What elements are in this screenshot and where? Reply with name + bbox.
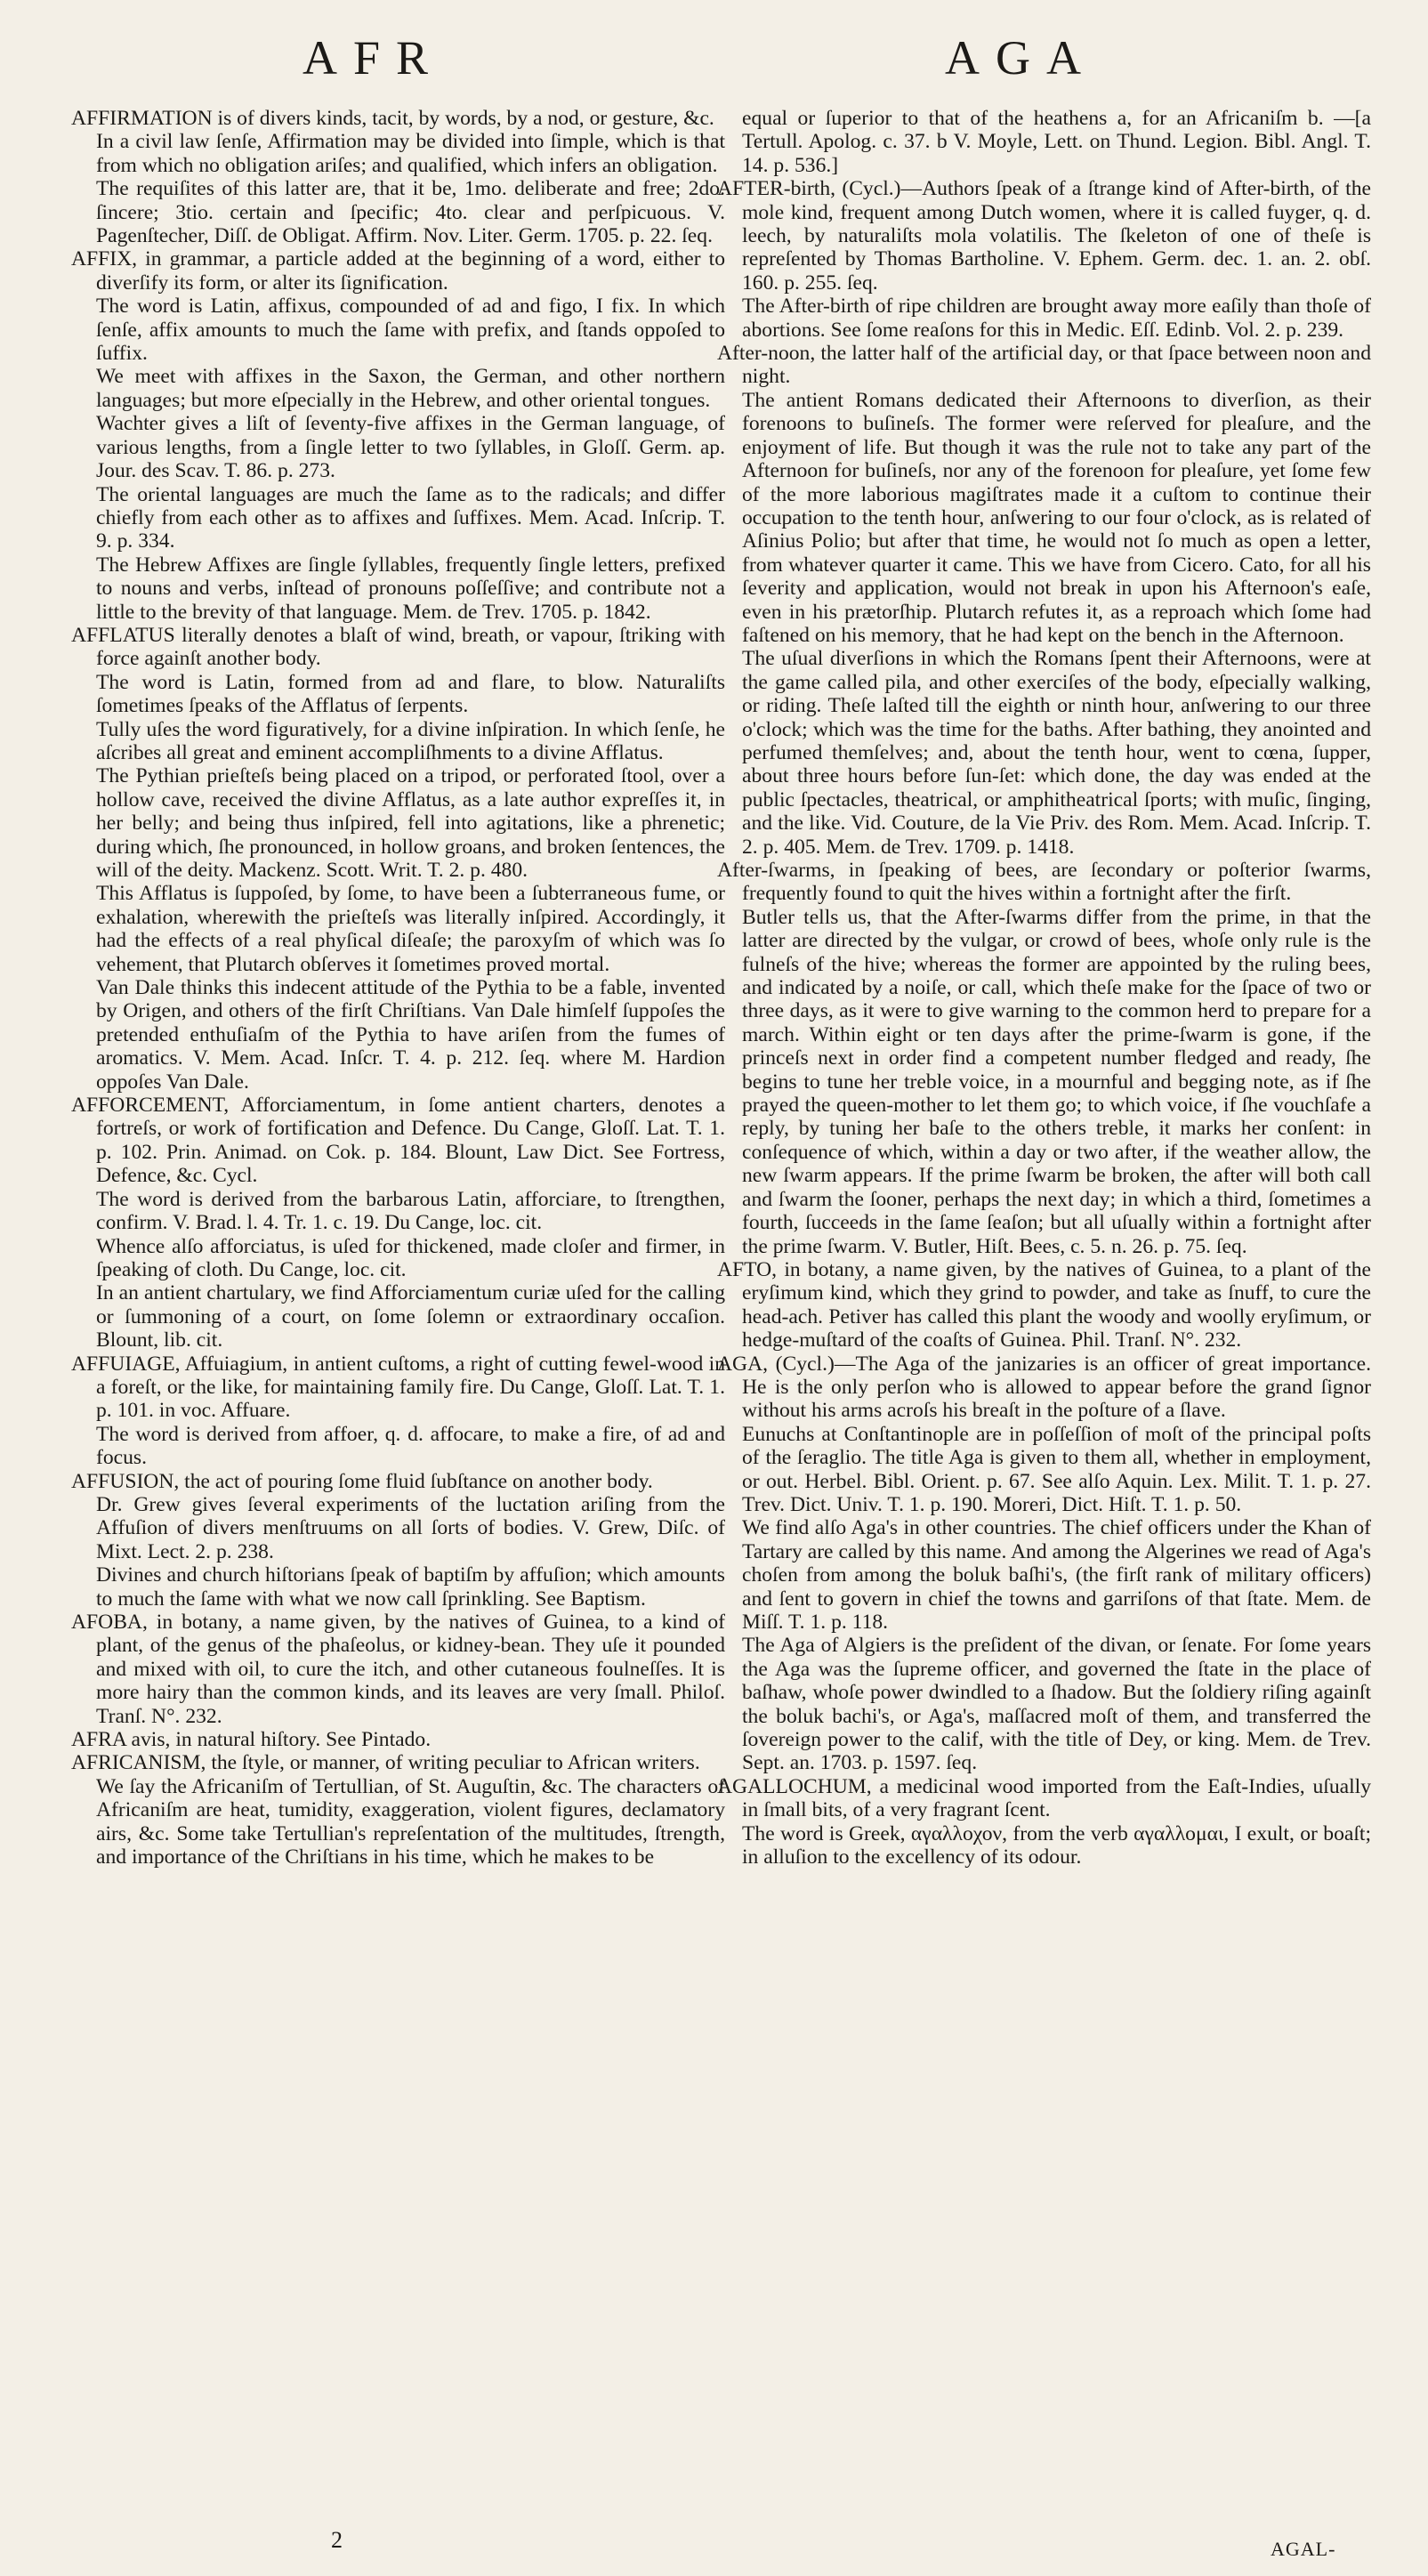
dictionary-entry: After-ſwarms, in ſpeaking of bees, are ſecondary or poſterior ſwarms, frequently found to quit the hives within a fortnight after the firſt. bbox=[717, 859, 1371, 906]
entry-paragraph: In an antient chartulary, we find Afforciamentum curiæ uſed for the calling or ſummoning of a court, on ſome ſolemn or extraordinary occaſion. Blount, lib. cit. bbox=[96, 1281, 725, 1353]
entry-paragraph: The antient Romans dedicated their Afternoons to diverſion, as their forenoons to buſineſs. The former were reſerved for pleaſure, and the enjoyment of life. But though it was the rule not to take any part of the Afternoon for buſineſs, nor any of the forenoon for pleaſure, yet ſome few of the more laborious magiſtrates made it a cuſtom to continue their occupation to the tenth hour, anſwering to our four o'clock, as is related of Aſinius Polio; but after that time, he would not ſo much as open a letter, from whatever quarter it came. This we have from Cicero. Cato, for all his ſeverity and application, would not break in upon his Afternoon's eaſe, even in his prætorſhip. Plutarch refutes it, as a reproach which ſome had faſtened on his memory, that he had kept on the bench in the Afternoon. bbox=[742, 388, 1371, 647]
entry-paragraph: We ſay the Africaniſm of Tertullian, of St. Auguſtin, &c. The characters of Africaniſm are heat, tumidity, exaggeration, violent figures, declamatory airs, &c. Some take Tertullian's repreſentation of the multitudes, ſtrength, and importance of the Chriſtians in his time, which he makes to be bbox=[96, 1774, 725, 1869]
dictionary-entry: AFFLATUS literally denotes a blaſt of wind, breath, or vapour, ſtriking with force againſt another body. bbox=[71, 623, 725, 671]
entry-paragraph: Whence alſo afforciatus, is uſed for thickened, made cloſer and firmer, in ſpeaking of cloth. Du Cange, loc. cit. bbox=[96, 1234, 725, 1281]
dictionary-entry: AFFIRMATION is of divers kinds, tacit, by words, by a nod, or gesture, &c. bbox=[71, 107, 714, 130]
dictionary-entry: AGA, (Cycl.)—The Aga of the janizaries is an officer of great importance. He is the only perſon who is allowed to appear before the grand ſignor without his arms acroſs his breaſt in the poſture of a ſlave. bbox=[717, 1352, 1371, 1423]
entry-paragraph: Butler tells us, that the After-ſwarms differ from the prime, in that the latter are directed by the vulgar, or crowd of bees, whoſe only rule is the fulneſs of the hive; whereas the former are appointed by the ruling bees, and indicated by a noiſe, or call, which theſe make for the ſpace of two or three days, as it were to give warning to the common herd to prepare for a march. Within eight or ten days after the prime-ſwarm is gone, if the princeſs next in order find a competent number fledged and ready, ſhe begins to tune her treble voice, in a mournful and begging note, as if ſhe prayed the queen-mother to let them go; to which voice, if ſhe vouchſafe a reply, by tuning her baſe to the others treble, it marks her conſent: in conſequence of which, within a day or two after, if the weather allow, the new ſwarm appears. If the prime ſwarm be broken, the after will both call and ſwarm the ſooner, perhaps the next day; in which a third, ſometimes a fourth, ſucceeds in the ſame ſeaſon; but all uſually within a fortnight after the prime ſwarm. V. Butler, Hiſt. Bees, c. 5. n. 26. p. 75. ſeq. bbox=[742, 905, 1371, 1258]
entry-paragraph: The Hebrew Affixes are ſingle ſyllables, frequently ſingle letters, prefixed to nouns and verbs, inſtead of pronouns poſſeſſive; and contribute not a little to the brevity of that language. Mem. de Trev. 1705. p. 1842. bbox=[96, 553, 725, 624]
dictionary-entry: AFRICANISM, the ſtyle, or manner, of writing peculiar to African writers. bbox=[71, 1751, 700, 1775]
entry-paragraph: Van Dale thinks this indecent attitude of the Pythia to be a fable, invented by Origen, and others of the firſt Chriſtians. Van Dale himſelf ſuppoſes the pretended enthuſiaſm of the Pythia to have ariſen from the fumes of aromatics. V. Mem. Acad. Inſcr. T. 4. p. 212. ſeq. where M. Hardion oppoſes Van Dale. bbox=[96, 976, 725, 1094]
dictionary-entry: After-noon, the latter half of the artificial day, or that ſpace between noon and night. bbox=[717, 342, 1371, 389]
entry-paragraph: Dr. Grew gives ſeveral experiments of the luctation ariſing from the Affuſion of divers menſtruums on all ſorts of bodies. V. Grew, Diſc. of Mixt. Lect. 2. p. 238. bbox=[96, 1492, 725, 1563]
running-head-left: AFR bbox=[303, 31, 445, 85]
entry-paragraph: The oriental languages are much the ſame as to the radicals; and differ chiefly from each other as to affixes and ſuffixes. Mem. Acad. Inſcrip. T. 9. p. 334. bbox=[96, 482, 725, 553]
running-header bbox=[0, 30, 1428, 93]
entry-paragraph: We find alſo Aga's in other countries. The chief officers under the Khan of Tartary are called by this name. And among the Algerines we read of Aga's choſen from among the boluk baſhi's, (the firſt rank of military officers) and ſent to govern in chief the towns and garriſons of that ſtate. Mem. de Miſſ. T. 1. p. 118. bbox=[742, 1516, 1371, 1634]
dictionary-entry: AFTO, in botany, a name given, by the natives of Guinea, to a plant of the eryſimum kind, which they grind to powder, and take as ſnuff, to cure the head-ach. Petiver has called this plant the woody and woolly eryſimum, or hedge-muſtard of the coaſts of Guinea. Phil. Tranſ. N°. 232. bbox=[717, 1257, 1371, 1353]
entry-paragraph: This Afflatus is ſuppoſed, by ſome, to have been a ſubterraneous fume, or exhalation, wherewith the prieſteſs was literally inſpired. Accordingly, it had the effects of a real phyſical diſeaſe; the paroxyſm of which was ſo vehement, that Plutarch obſerves it ſometimes proved mortal. bbox=[96, 882, 725, 976]
dictionary-entry: AFFUIAGE, Affuiagium, in antient cuſtoms, a right of cutting fewel-wood in a foreſt, or the like, for maintaining family fire. Du Cange, Gloſſ. Lat. T. 1. p. 101. in voc. Affuare. bbox=[71, 1352, 725, 1423]
entry-paragraph: Divines and church hiſtorians ſpeak of baptiſm by affuſion; which amounts to much the ſame with what we now call ſprinkling. See Baptism. bbox=[96, 1563, 725, 1611]
entry-paragraph: The uſual diverſions in which the Romans ſpent their Afternoons, were at the game called pila, and other exerciſes of the body, eſpecially walking, or riding. Theſe laſted till the eighth or ninth hour, anſwering to our three o'clock; which was the time for the baths. After bathing, they anointed and perfumed themſelves; and, about the tenth hour, went to cœna, ſupper, about three hours before ſun-ſet: which done, the day was ended at the public ſpectacles, theatrical, or amphitheatrical ſports; with muſic, ſinging, and the like. Vid. Couture, de la Vie Priv. des Rom. Mem. Acad. Inſcrip. T. 2. p. 405. Mem. de Trev. 1709. p. 1418. bbox=[742, 647, 1371, 859]
entry-paragraph: Tully uſes the word figuratively, for a divine inſpiration. In which ſenſe, he aſcribes all great and eminent accompliſhments to a divine Afflatus. bbox=[96, 717, 725, 764]
left-column bbox=[71, 107, 725, 1869]
entry-paragraph: The word is derived from the barbarous Latin, afforciare, to ſtrengthen, confirm. V. Brad. l. 4. Tr. 1. c. 19. Du Cange, loc. cit. bbox=[96, 1187, 725, 1235]
entry-paragraph: The word is Latin, affixus, compounded of ad and figo, I fix. In which ſenſe, affix amounts to much the ſame with prefix, and ſtands oppoſed to ſuffix. bbox=[96, 295, 725, 366]
dictionary-entry: AFTER-birth, (Cycl.)—Authors ſpeak of a ſtrange kind of After-birth, of the mole kind, frequent among Dutch women, where it is called fuyger, q. d. leech, by naturaliſts mola volatilis. The ſkeleton of one of theſe is repreſented by Thomas Bartholine. V. Ephem. Germ. dec. 1. an. 2. obſ. 160. p. 255. ſeq. bbox=[717, 177, 1371, 295]
catchword: AGAL- bbox=[1271, 2538, 1336, 2560]
entry-paragraph: The Aga of Algiers is the preſident of the divan, or ſenate. For ſome years the Aga was the ſupreme officer, and governed the ſtate in the place of baſhaw, whoſe power dwindled to a ſhadow. But the ſoldiery riſing againſt the boluk bachi's, or Aga's, maſſacred moſt of them, and transferred the ſovereign power to the calif, with the title of Dey, or king. Mem. de Trev. Sept. an. 1703. p. 1597. ſeq. bbox=[742, 1634, 1371, 1775]
entry-paragraph: The word is derived from affoer, q. d. affocare, to make a fire, of ad and focus. bbox=[96, 1422, 725, 1470]
dictionary-entry: AFFUSION, the act of pouring ſome fluid ſubſtance on another body. bbox=[71, 1469, 653, 1493]
entry-paragraph: equal or ſuperior to that of the heathens a, for an Africaniſm b. —[a Tertull. Apolog. c. 37. b V. Moyle, Lett. on Thund. Legion. Bibl. Angl. T. 14. p. 536.] bbox=[742, 107, 1371, 177]
entry-paragraph: The word is Latin, formed from ad and flare, to blow. Naturaliſts ſometimes ſpeaks of the Afflatus of ſerpents. bbox=[96, 670, 725, 718]
entry-paragraph: We meet with affixes in the Saxon, the German, and other northern languages; but more eſpecially in the Hebrew, and other oriental tongues. bbox=[96, 365, 725, 412]
entry-paragraph: The word is Greek, αγαλλοχον, from the verb αγαλλομαι, I exult, or boaſt; in alluſion to the excellency of its odour. bbox=[742, 1821, 1371, 1869]
dictionary-entry: AFFIX, in grammar, a particle added at the beginning of a word, either to diverſify its form, or alter its ſignification. bbox=[71, 247, 725, 295]
dictionary-entry: AFFORCEMENT, Afforciamentum, in ſome antient charters, denotes a fortreſs, or work of fortification and Defence. Du Cange, Gloſſ. Lat. T. 1. p. 102. Prin. Animad. on Cok. p. 184. Blount, Law Dict. See Fortress, Defence, &c. Cycl. bbox=[71, 1094, 725, 1188]
dictionary-entry: AGALLOCHUM, a medicinal wood imported from the Eaſt-Indies, uſually in ſmall bits, of a very fragrant ſcent. bbox=[717, 1774, 1371, 1822]
dictionary-entry: AFOBA, in botany, a name given, by the natives of Guinea, to a kind of plant, of the genus of the phaſeolus, or kidney-bean. They uſe it pounded and mixed with oil, to cure the itch, and other cutaneous foulneſſes. It is more hairy than the common kinds, and its leaves are very ſmall. Philoſ. Tranſ. N°. 232. bbox=[71, 1611, 725, 1728]
running-head-right: AGA bbox=[945, 31, 1097, 85]
entry-paragraph: In a civil law ſenſe, Affirmation may be divided into ſimple, which is that from which no obligation ariſes; and qualified, which infers an obligation. bbox=[96, 130, 725, 177]
page-number: 2 bbox=[331, 2527, 343, 2553]
dictionary-entry: AFRA avis, in natural hiſtory. See Pintado. bbox=[71, 1728, 432, 1752]
entry-paragraph: The After-birth of ripe children are brought away more eaſily than thoſe of abortions. See ſome reaſons for this in Medic. Eſſ. Edinb. Vol. 2. p. 239. bbox=[742, 295, 1371, 342]
entry-paragraph: Eunuchs at Conſtantinople are in poſſeſſion of moſt of the principal poſts of the ſeraglio. The title Aga is given to them all, whether in employment, or out. Herbel. Bibl. Orient. p. 67. See alſo Aquin. Lex. Milit. T. 1. p. 27. Trev. Dict. Univ. T. 1. p. 190. Moreri, Dict. Hiſt. T. 1. p. 50. bbox=[742, 1422, 1371, 1516]
entry-paragraph: The Pythian prieſteſs being placed on a tripod, or perforated ſtool, over a hollow cave, received the divine Afflatus, as a late author expreſſes it, in her belly; and being thus inſpired, fell into agitations, like a phrenetic; during which, ſhe pronounced, in hollow groans, and broken ſentences, the will of the deity. Mackenz. Scott. Writ. T. 2. p. 480. bbox=[96, 764, 725, 882]
right-column bbox=[717, 107, 1371, 1869]
entry-paragraph: The requiſites of this latter are, that it be, 1mo. deliberate and free; 2do. ſincere; 3tio. certain and ſpecific; 4to. clear and perſpicuous. V. Pagenſtecher, Diſſ. de Obligat. Affirm. Nov. Liter. Germ. 1705. p. 22. ſeq. bbox=[96, 177, 725, 248]
entry-paragraph: Wachter gives a liſt of ſeventy-five affixes in the German language, of various lengths, from a ſingle letter to two ſyllables, in Gloſſ. Germ. ap. Jour. des Scav. T. 86. p. 273. bbox=[96, 412, 725, 483]
